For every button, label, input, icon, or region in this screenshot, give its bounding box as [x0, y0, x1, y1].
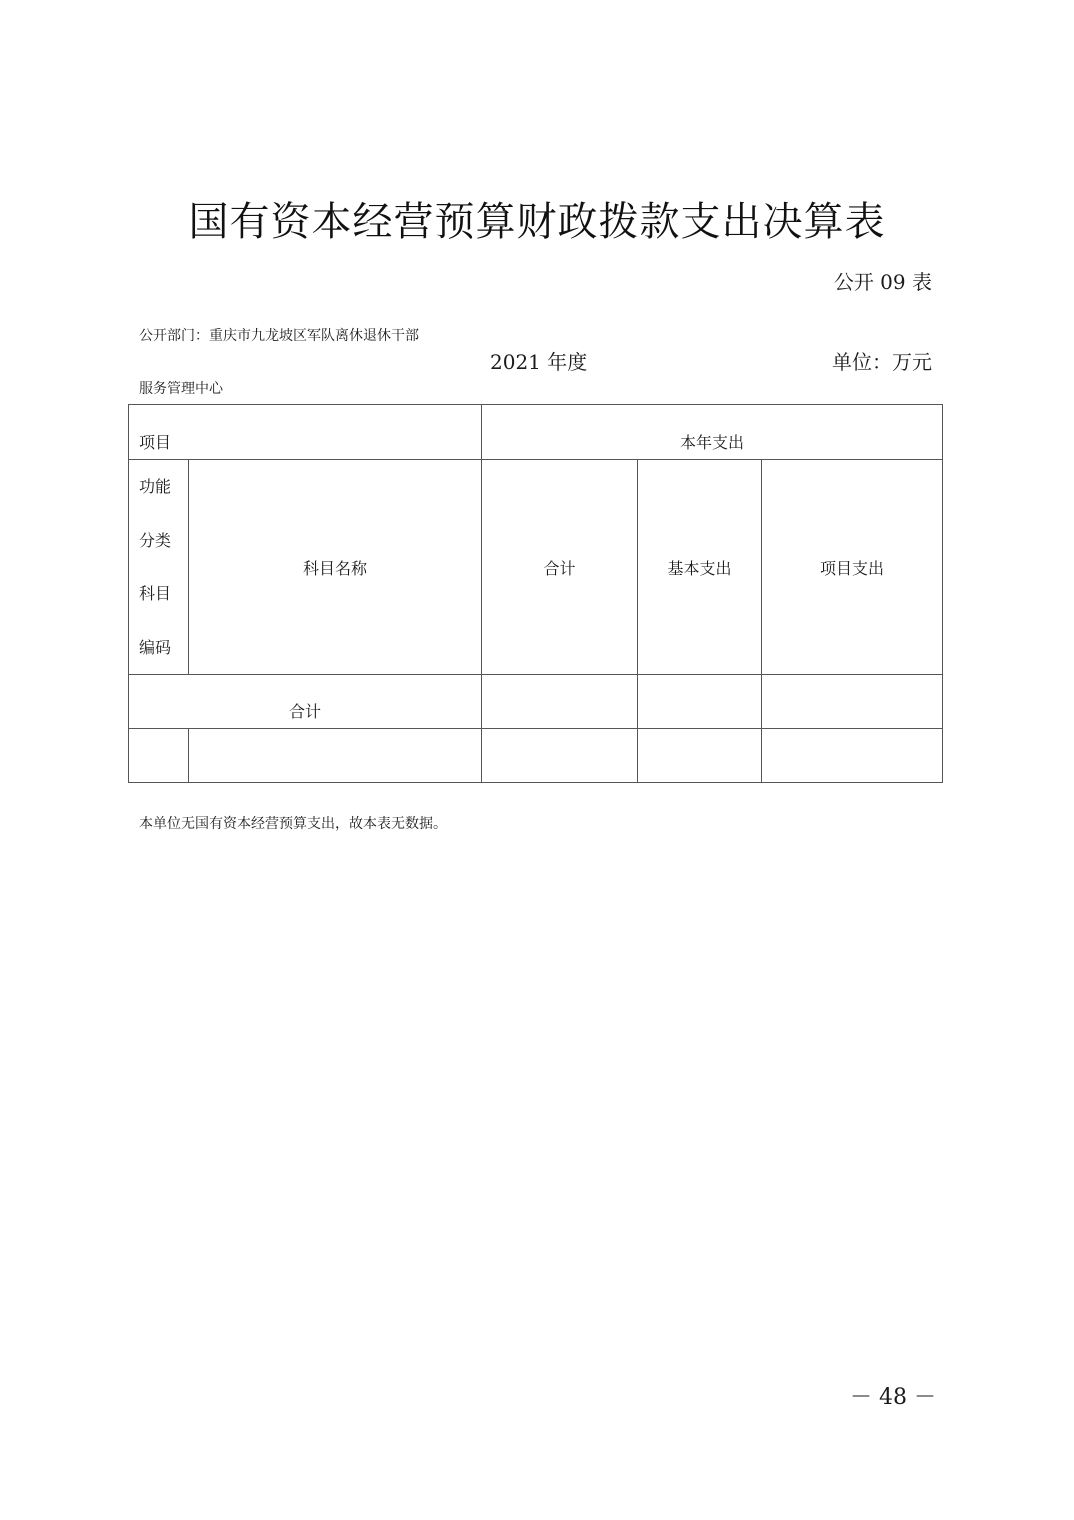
header-current-year: 本年支出	[482, 405, 943, 460]
table-header-row-2	[129, 460, 943, 675]
table-note: 本单位无国有资本经营预算支出，故本表无数据。	[139, 816, 447, 832]
table-total-row	[129, 675, 943, 729]
header-total: 合计	[482, 460, 638, 675]
empty-cell	[129, 729, 189, 783]
header-item: 项目	[129, 405, 482, 460]
empty-cell	[482, 729, 638, 783]
code-label-line: 科目	[139, 584, 172, 603]
total-project-cell	[762, 675, 943, 729]
expenditure-table	[128, 404, 943, 783]
empty-cell	[189, 729, 482, 783]
form-number: 公开 09 表	[833, 270, 932, 294]
total-cell	[482, 675, 638, 729]
page-number: － 48 －	[850, 1385, 936, 1410]
department-line-2: 服务管理中心	[139, 381, 223, 397]
header-function-code	[129, 460, 189, 675]
code-label-line: 编码	[139, 637, 172, 657]
empty-cell	[762, 729, 943, 783]
code-label-line: 分类	[139, 530, 172, 550]
page-title: 国有资本经营预算财政拨款支出决算表	[188, 199, 886, 245]
unit-label: 单位：万元	[832, 350, 932, 374]
fiscal-year: 2021 年度	[490, 350, 588, 374]
total-basic-cell	[638, 675, 762, 729]
table-empty-row	[129, 729, 943, 783]
header-basic-expenditure: 基本支出	[638, 460, 762, 675]
table-header-row-1	[129, 405, 943, 460]
total-row-label: 合计	[129, 675, 482, 729]
header-subject-name: 科目名称	[189, 460, 482, 675]
department-line-1: 公开部门：重庆市九龙坡区军队离休退休干部	[139, 328, 419, 344]
code-label-line: 功能	[139, 477, 172, 496]
empty-cell	[638, 729, 762, 783]
header-project-expenditure: 项目支出	[762, 460, 943, 675]
